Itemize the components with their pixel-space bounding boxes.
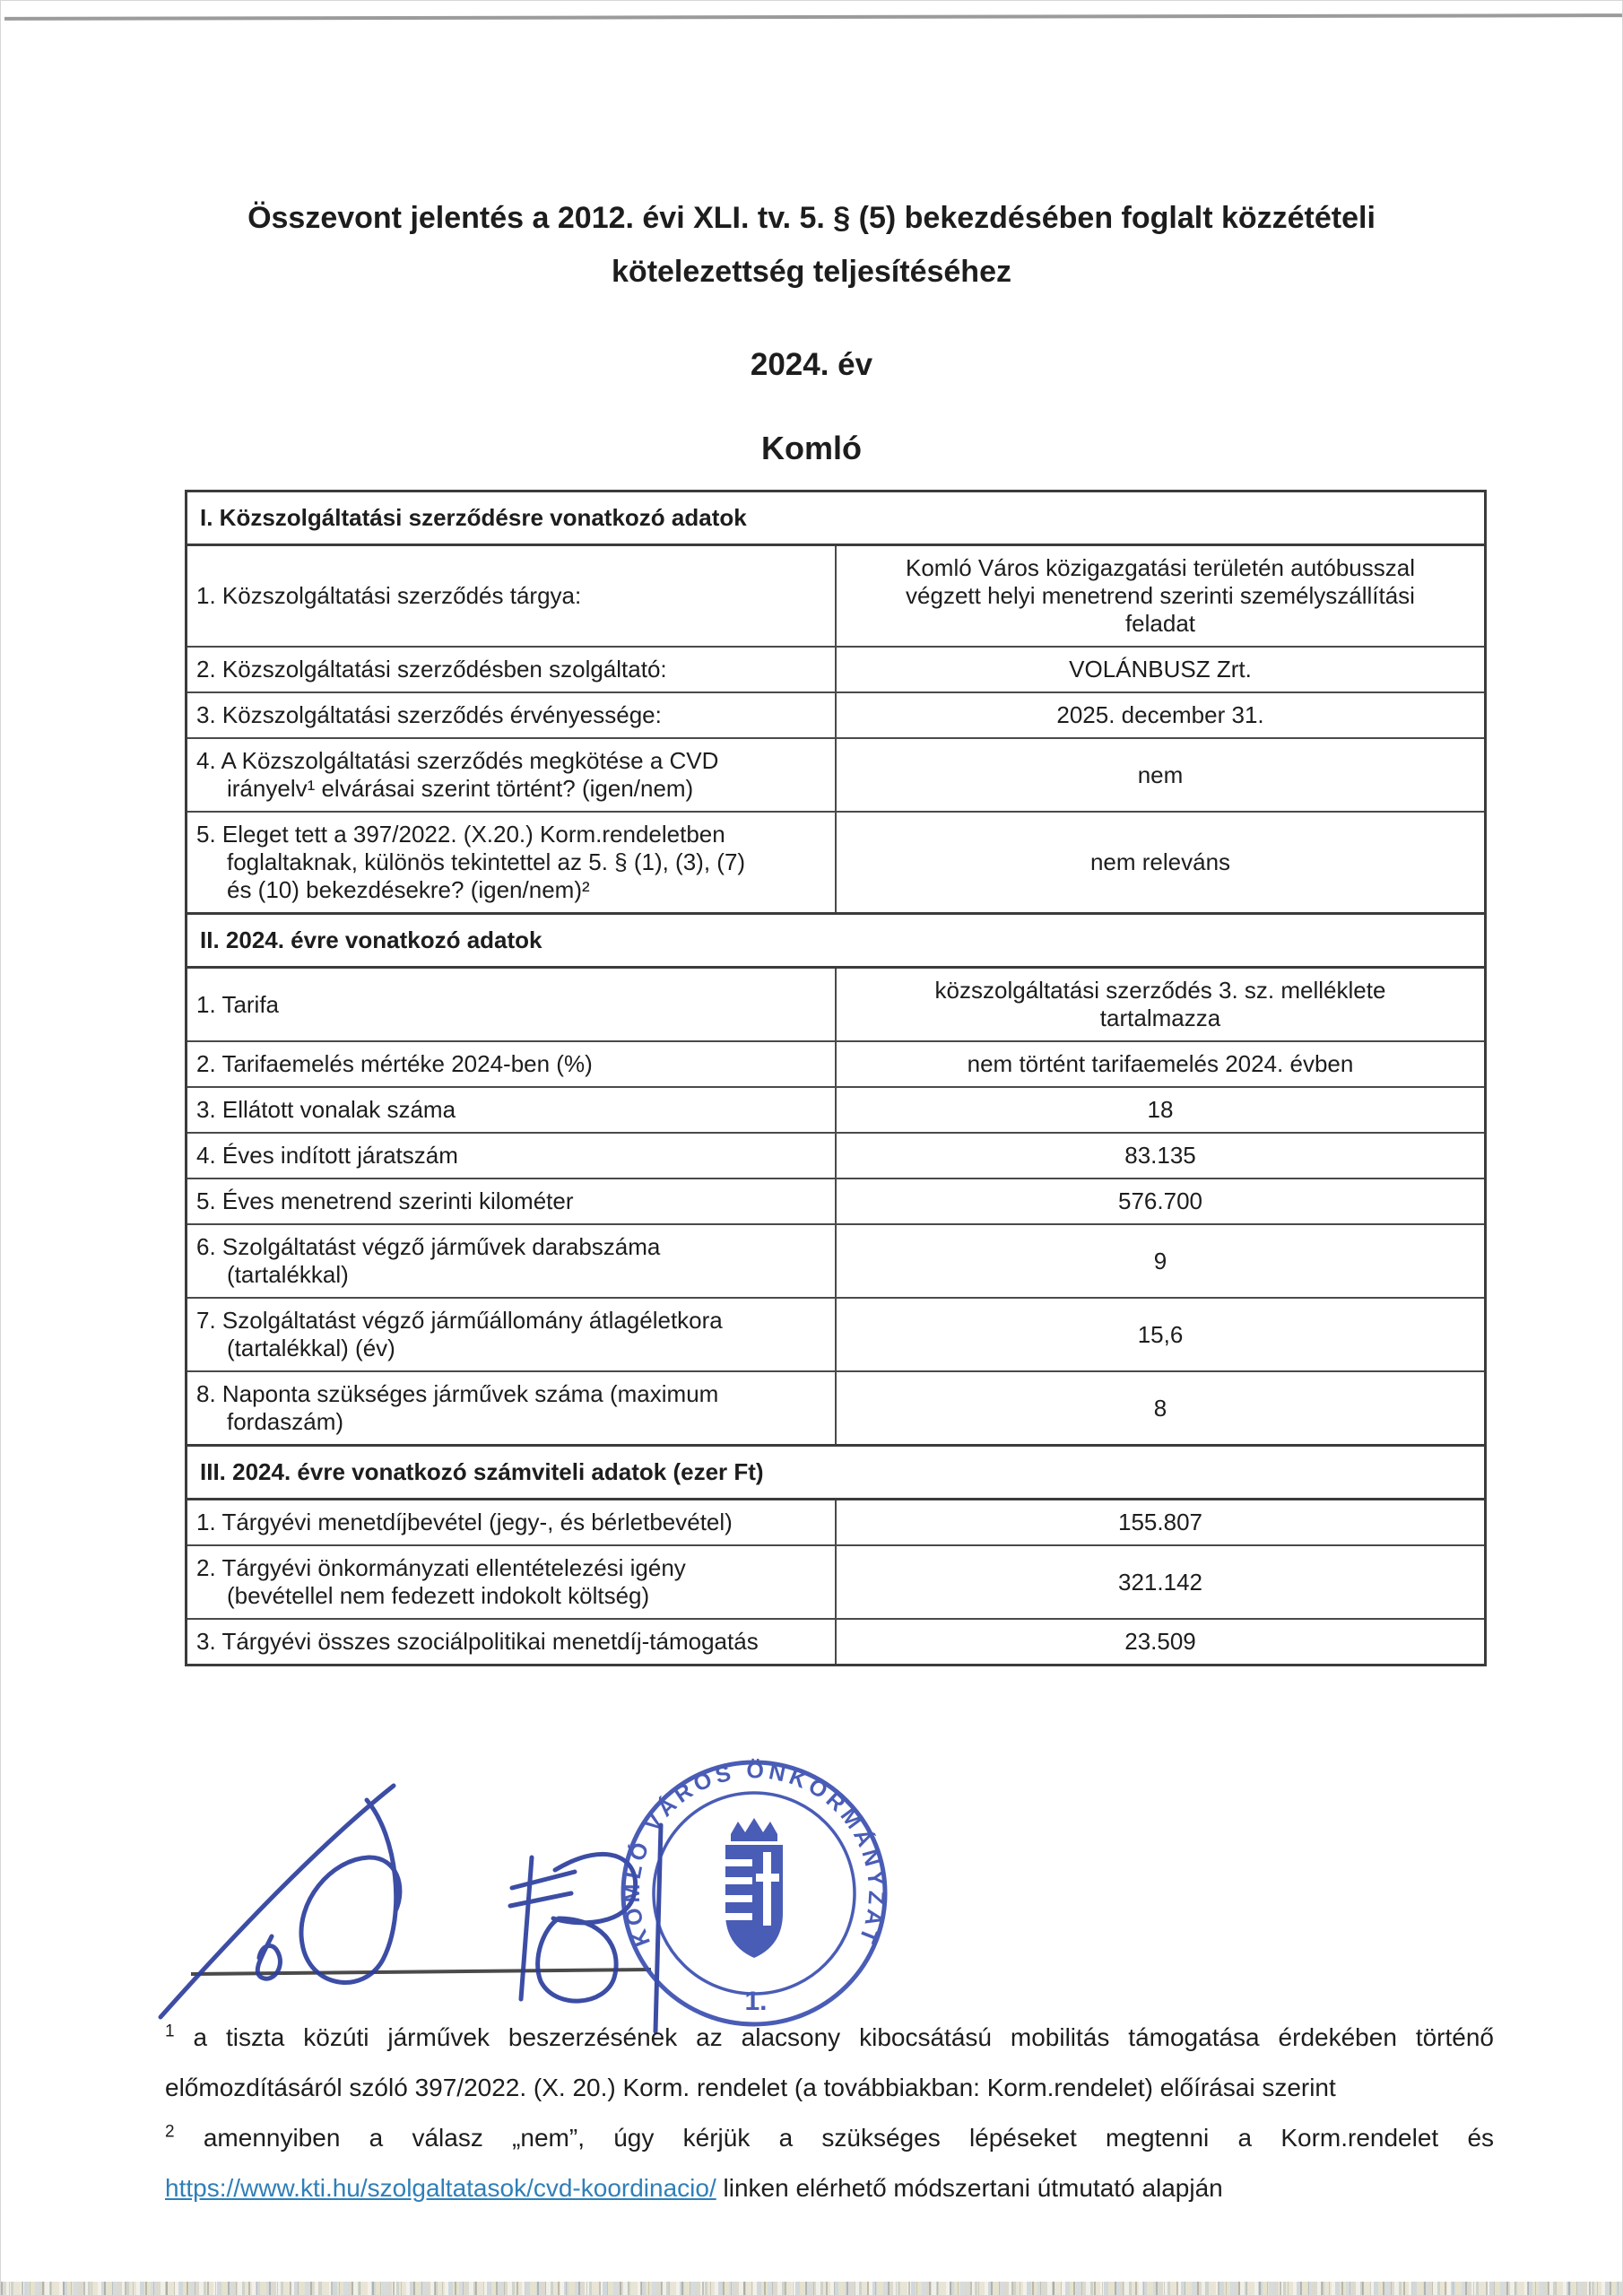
section-header-row: [187, 914, 1486, 968]
row-value: Komló Város közigazgatási területén autóbusszal végzett helyi menetrend szerinti személyszállítási feladat: [836, 545, 1486, 648]
row-label: 4. Éves indított járatszám: [187, 1133, 837, 1178]
row-value: 15,6: [836, 1298, 1486, 1371]
table-row: [187, 692, 1486, 738]
footnote-2-text-before: amennyiben a válasz „nem”, úgy kérjük a szükséges lépéseket megtenni a Korm.rendelet és: [203, 2124, 1495, 2152]
row-label: 2. Közszolgáltatási szerződésben szolgáltató:: [187, 647, 837, 692]
row-label: 2. Tárgyévi önkormányzati ellentételezési igény (bevétellel nem fedezett indokolt költség): [187, 1545, 837, 1619]
row-label: 3. Tárgyévi összes szociálpolitikai menetdíj-támogatás: [187, 1619, 837, 1665]
table-row: [187, 545, 1486, 648]
footnote-1-marker: 1: [165, 2022, 175, 2041]
report-year: 2024. év: [750, 347, 873, 382]
row-label: 5. Éves menetrend szerinti kilométer: [187, 1178, 837, 1224]
row-label: 7. Szolgáltatást végző járműállomány átlagéletkora (tartalékkal) (év): [187, 1298, 837, 1371]
table-row: [187, 968, 1486, 1042]
public-service-report-table: [185, 490, 1487, 1666]
table-row: [187, 1545, 1486, 1619]
municipal-stamp: [618, 1757, 890, 2030]
row-value: nem releváns: [836, 812, 1486, 914]
row-value: 155.807: [836, 1500, 1486, 1546]
row-label: 1. Közszolgáltatási szerződés tárgya:: [187, 545, 837, 648]
row-label: 5. Eleget tett a 397/2022. (X.20.) Korm.rendeletben foglaltaknak, különös tekintettel az 5. § (1), (3), (7) és (10) bekezdésekre? (igen/nem)²: [187, 812, 837, 914]
scan-artifact-bottom-noise: [1, 2282, 1622, 2295]
row-label: 2. Tarifaemelés mértéke 2024-ben (%): [187, 1041, 837, 1087]
row-value: nem: [836, 738, 1486, 812]
row-label: 8. Naponta szükséges járművek száma (maximum fordaszám): [187, 1371, 837, 1446]
footnote-2: [165, 2113, 1494, 2213]
scan-artifact-top-line: [4, 13, 1622, 21]
row-value: VOLÁNBUSZ Zrt.: [836, 647, 1486, 692]
row-value: 83.135: [836, 1133, 1486, 1178]
page-title-line1: Összevont jelentés a 2012. évi XLI. tv. 5. § (5) bekezdésében foglalt közzétételi: [247, 201, 1376, 235]
table-row: [187, 1041, 1486, 1087]
page-title-line2: kötelezettség teljesítéséhez: [612, 255, 1011, 289]
row-value: 321.142: [836, 1545, 1486, 1619]
footnote-1: [165, 2013, 1494, 2113]
kti-cvd-link[interactable]: https://www.kti.hu/szolgaltatasok/cvd-koordinacio/: [165, 2174, 716, 2202]
table-row: [187, 1087, 1486, 1133]
row-value: 18: [836, 1087, 1486, 1133]
row-value: közszolgáltatási szerződés 3. sz. melléklete tartalmazza: [836, 968, 1486, 1042]
row-value: nem történt tarifaemelés 2024. évben: [836, 1041, 1486, 1087]
stamp-number: 1.: [744, 1987, 768, 2016]
footnote-1-text: a tiszta közúti járművek beszerzésének az alacsony kibocsátású mobilitás támogatása érdekében történő előmozdításáról szóló 397/2022. (X. 20.) Korm. rendelet (a továbbiakban: Korm.rendelet) előírásai szerint: [165, 2023, 1494, 2101]
table-row: [187, 1224, 1486, 1298]
table-row: [187, 647, 1486, 692]
row-label: 1. Tárgyévi menetdíjbevétel (jegy-, és bérletbevétel): [187, 1500, 837, 1546]
row-value: 576.700: [836, 1178, 1486, 1224]
municipality-name: Komló: [761, 430, 862, 466]
table-row: [187, 738, 1486, 812]
table-row: [187, 1298, 1486, 1371]
footnote-2-marker: 2: [165, 2122, 175, 2142]
row-value: 9: [836, 1224, 1486, 1298]
table-row: [187, 1371, 1486, 1446]
table-row: [187, 1178, 1486, 1224]
table-row: [187, 1500, 1486, 1546]
row-value: 8: [836, 1371, 1486, 1446]
section-header-row: [187, 491, 1486, 545]
stamp-ring-text: KOMLÓ VÁROS ÖNKORMÁNYZAT: [619, 1758, 890, 1951]
row-value: 2025. december 31.: [836, 692, 1486, 738]
footnotes: [165, 2013, 1494, 2213]
section-header: II. 2024. évre vonatkozó adatok: [187, 914, 1486, 968]
row-label: 6. Szolgáltatást végző járművek darabszáma (tartalékkal): [187, 1224, 837, 1298]
coat-of-arms: [725, 1818, 783, 1958]
row-value: 23.509: [836, 1619, 1486, 1665]
signature-one: [161, 1786, 400, 2017]
row-label: 1. Tarifa: [187, 968, 837, 1042]
row-label: 3. Ellátott vonalak száma: [187, 1087, 837, 1133]
row-label: 4. A Közszolgáltatási szerződés megkötése a CVD irányelv¹ elvárásai szerint történt? (igen/nem): [187, 738, 837, 812]
section-header: III. 2024. évre vonatkozó számviteli adatok (ezer Ft): [187, 1446, 1486, 1500]
title-block: [1, 191, 1622, 467]
table-row: [187, 1133, 1486, 1178]
section-header-row: [187, 1446, 1486, 1500]
table-row: [187, 812, 1486, 914]
footnote-2-text-after: linken elérhető módszertani útmutató alapján: [723, 2174, 1223, 2202]
section-header: I. Közszolgáltatási szerződésre vonatkozó adatok: [187, 491, 1486, 545]
table-row: [187, 1619, 1486, 1665]
row-label: 3. Közszolgáltatási szerződés érvényessége:: [187, 692, 837, 738]
